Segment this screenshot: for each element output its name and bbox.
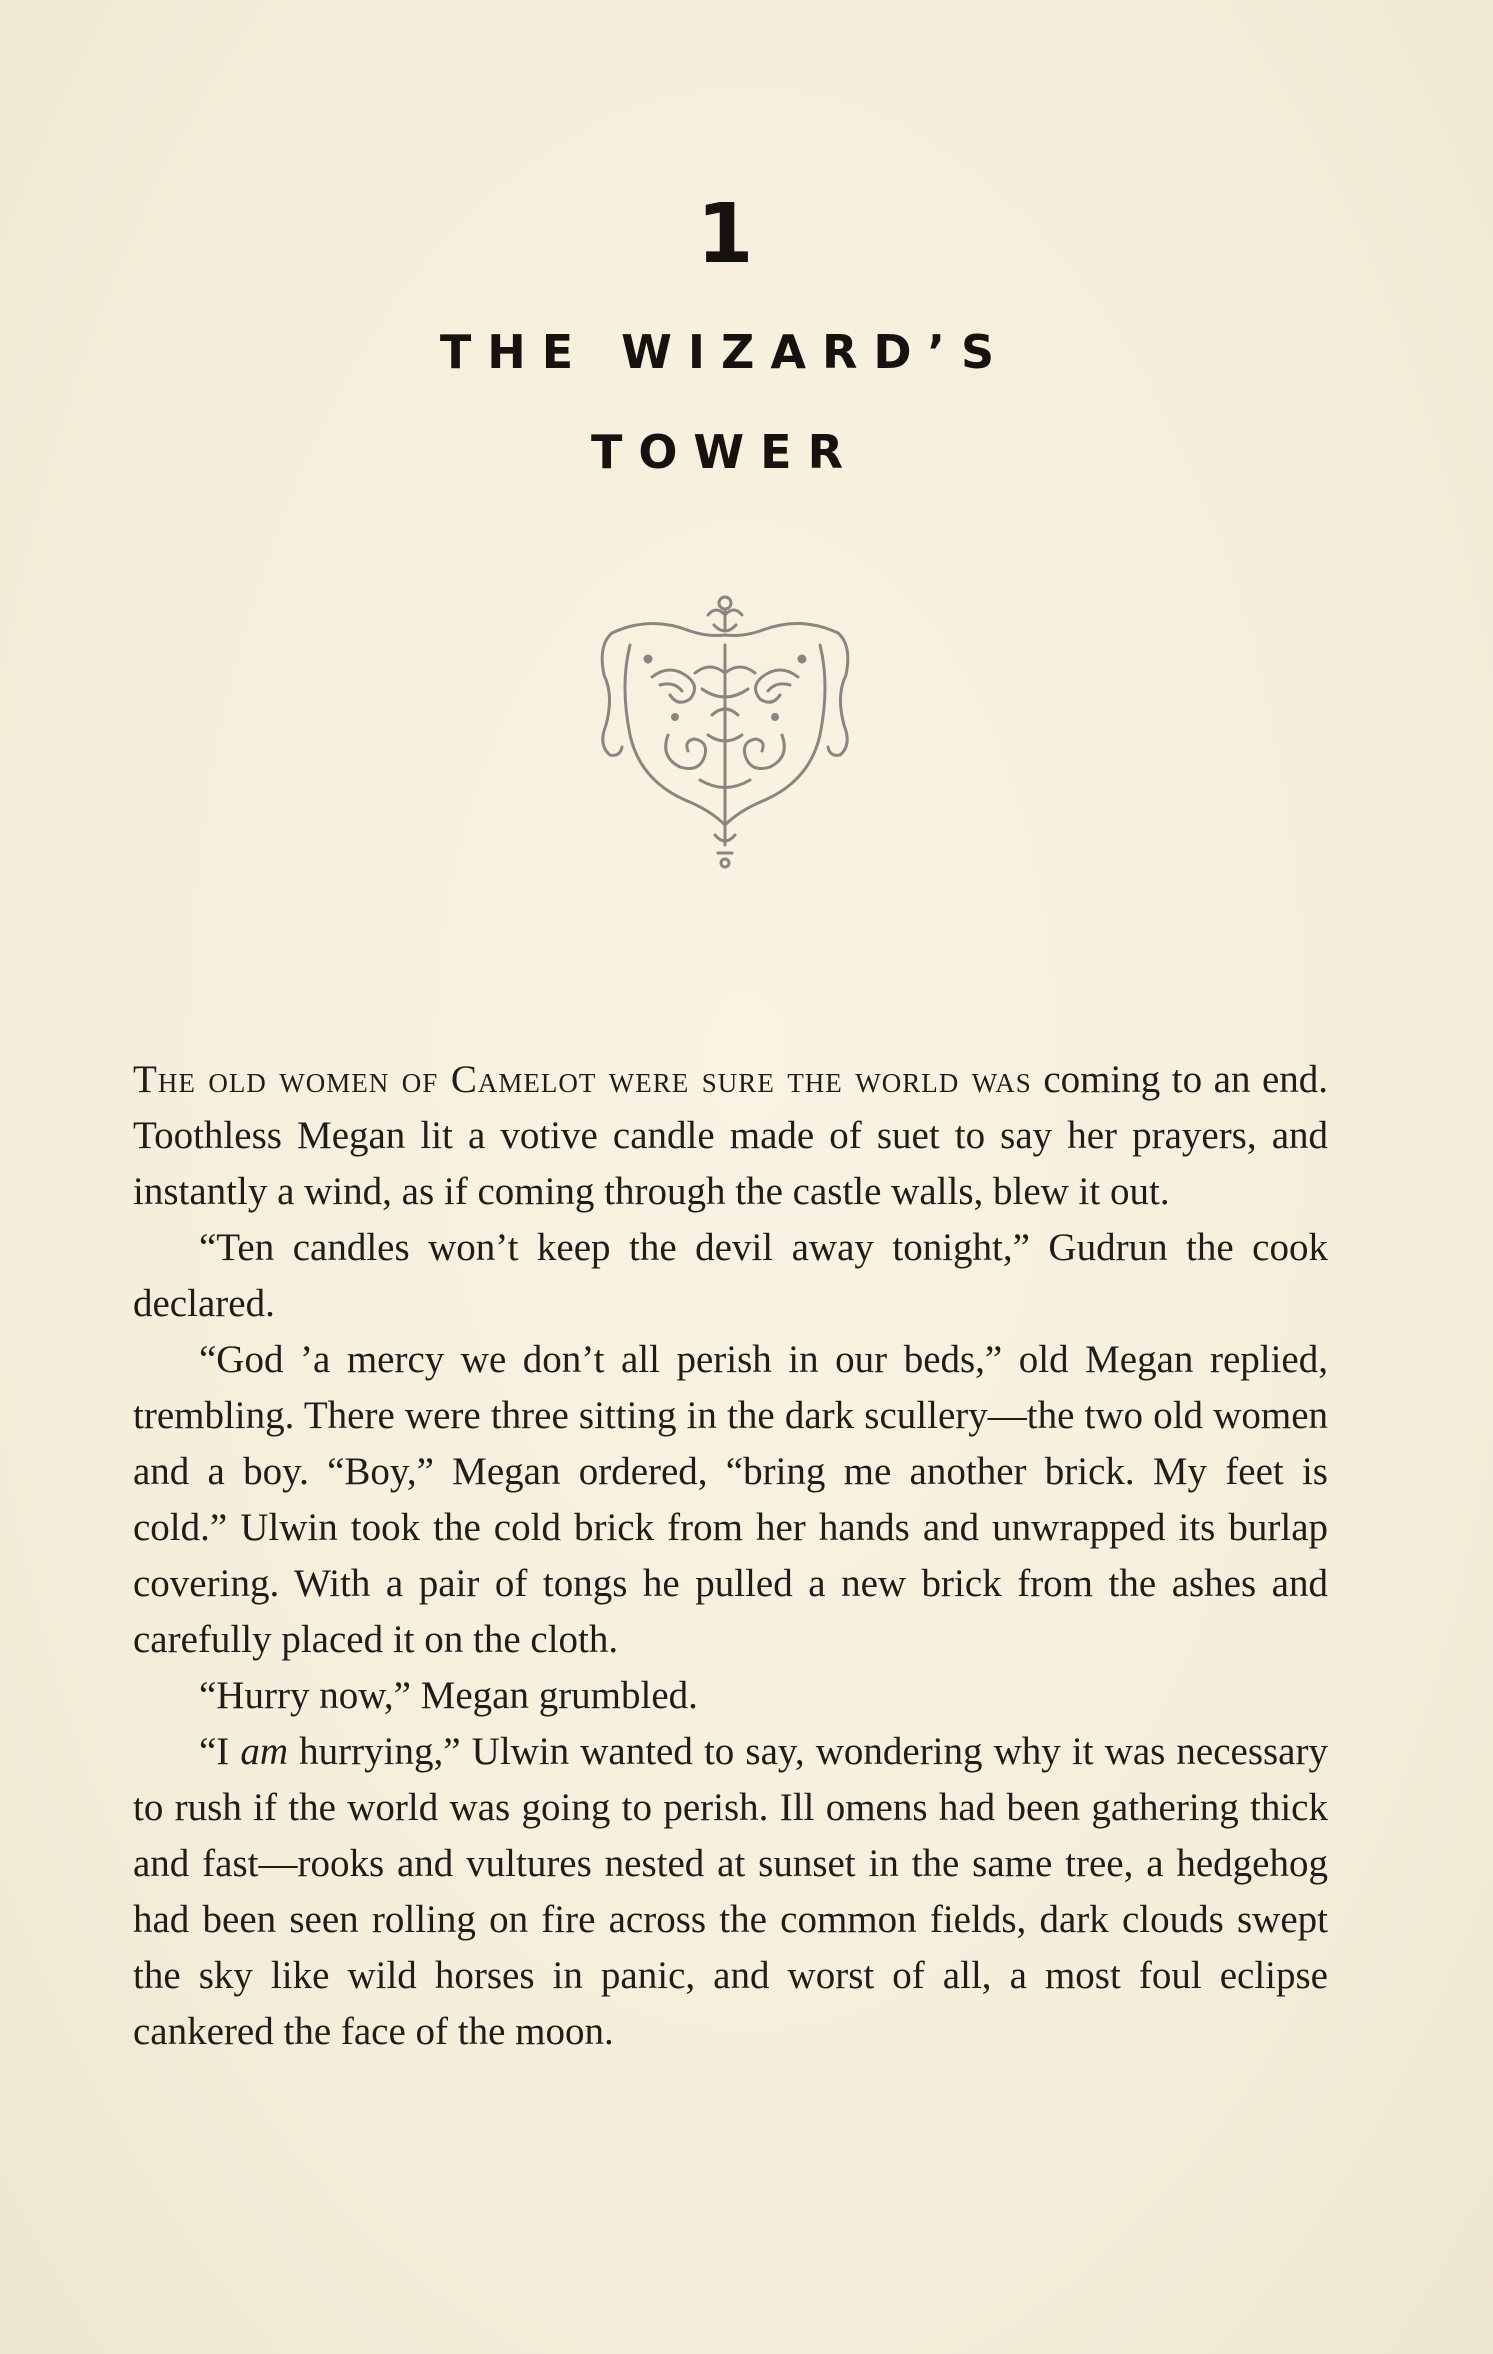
paragraph-1-small-caps-lead: The old women of Camelot were sure the world was [133,1058,1032,1101]
paragraph-3: “God ’a mercy we don’t all perish in our beds,” old Megan replied, trembling. There were three sitting in the dark scullery—the two old women and a boy. “Boy,” Megan ordered, “bring me another brick. My feet is cold.” Ulwin took the cold brick from her hands and unwrapped its burlap covering. With a pair of tongs he pulled a new brick from the ashes and carefully placed it on the cloth. [133,1338,1328,1661]
paragraph-1 [133,1052,1328,1220]
chapter-number: 1 [696,187,754,282]
paragraph-5-text: hurrying,” Ulwin wanted to say, wondering why it was necessary to rush if the world was going to perish. Ill omens had been gathering thick and fast—rooks and vultures nested at sunset in the same tree, a hedgehog had been seen rolling on fire across the common fields, dark clouds swept the sky like wild horses in panic, and worst of all, a most foul eclipse cankered the face of the moon. [133,1730,1328,2053]
paragraph-5-start: “I [199,1730,241,1773]
paragraph-5 [133,1724,1328,2060]
chapter-title-line-1: THE WIZARD’S [439,325,1011,379]
paragraph-5-emphasis: am [240,1730,289,1773]
paragraph-4: “Hurry now,” Megan grumbled. [199,1674,698,1717]
chapter-title-line-2: TOWER [590,425,860,479]
paragraph-1-text: coming to an end. Toothless Megan lit a votive candle made of suet to say her prayers, and instantly a wind, as if coming through the castle walls, blew it out. [133,1058,1329,1213]
chapter-body-text [133,1052,1328,2060]
filigree-shield-ornament-icon [590,585,860,875]
paragraph-2: “Ten candles won’t keep the devil away tonight,” Gudrun the cook declared. [133,1226,1328,1325]
